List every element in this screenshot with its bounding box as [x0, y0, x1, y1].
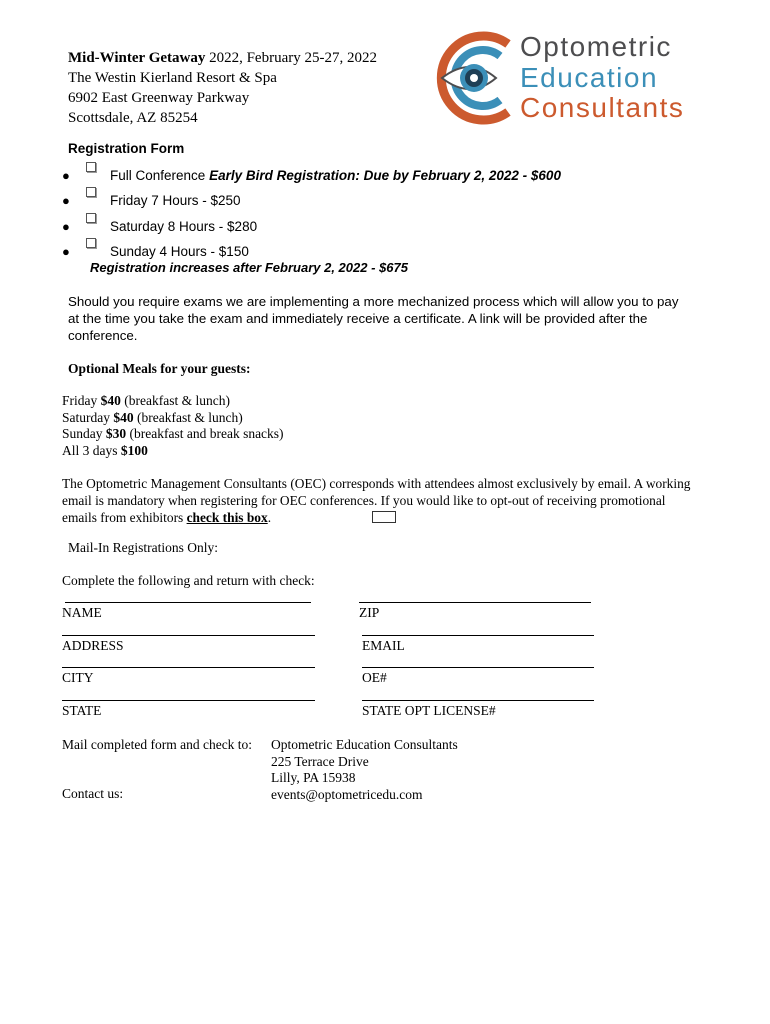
- registration-title: Registration Form: [68, 141, 185, 156]
- friday-checkbox[interactable]: [86, 187, 96, 197]
- opt-out-checkbox[interactable]: [372, 511, 396, 523]
- sunday-label: Sunday 4 Hours - $150: [110, 244, 249, 259]
- meal-price: $40: [113, 409, 134, 425]
- email-field[interactable]: [362, 635, 594, 636]
- oec-logo: [430, 30, 730, 125]
- meal-price: $30: [105, 426, 127, 441]
- meal-item: [62, 426, 284, 443]
- meal-day: Friday: [62, 393, 101, 408]
- meal-item: [62, 443, 284, 460]
- bullet: ●: [62, 244, 70, 259]
- saturday-label: Saturday 8 Hours - $280: [110, 219, 258, 234]
- city-label: CITY: [62, 670, 94, 685]
- zip-field[interactable]: [359, 602, 591, 603]
- friday-label: Friday 7 Hours - $250: [110, 193, 241, 208]
- eye-c-logo-icon: [430, 30, 520, 125]
- email-notice-text: The Optometric Management Consultants (OEC) corresponds with attendees almost exclusively by email. A working email is mandatory when registering for OEC conferences. If you would like to opt-out of receiving promotional emails from exhibitors: [62, 476, 691, 525]
- name-field[interactable]: [65, 602, 311, 603]
- meal-item: [62, 410, 284, 427]
- opt-out-link[interactable]: check this box: [186, 510, 268, 525]
- meals-title: Optional Meals for your guests:: [68, 361, 251, 376]
- sunday-checkbox[interactable]: [86, 238, 96, 248]
- logo-line-3: Consultants: [520, 92, 685, 123]
- name-label: NAME: [62, 605, 102, 620]
- address-field[interactable]: [62, 635, 315, 636]
- contact-label: Contact us:: [62, 786, 124, 801]
- meal-desc: (breakfast & lunch): [133, 409, 243, 425]
- event-dates: 2022, February 25-27, 2022: [205, 50, 377, 66]
- bullet: ●: [62, 168, 70, 183]
- logo-line-2: Education: [520, 62, 659, 93]
- meal-day: Sunday: [62, 426, 106, 441]
- meal-day: All 3 days: [62, 442, 121, 458]
- mail-org: Optometric Education Consultants: [271, 737, 458, 752]
- meal-day: Saturday: [62, 409, 114, 425]
- meal-price: $40: [100, 393, 121, 408]
- state-license-label: STATE OPT LICENSE#: [362, 703, 496, 718]
- state-label: STATE: [62, 703, 102, 718]
- address-label: ADDRESS: [62, 638, 124, 653]
- bullet: ●: [62, 193, 70, 208]
- email-notice-tail: .: [267, 510, 272, 525]
- mail-city: Lilly, PA 15938: [271, 770, 356, 785]
- oe-label: OE#: [362, 670, 387, 685]
- full-conference-label: Full Conference: [110, 168, 210, 183]
- city-field[interactable]: [62, 667, 315, 668]
- venue-street: 6902 East Greenway Parkway: [68, 90, 250, 106]
- meal-desc: (breakfast & lunch): [120, 393, 230, 408]
- state-field[interactable]: [62, 700, 315, 701]
- meals-list: [62, 393, 284, 459]
- option-label: [110, 168, 561, 183]
- meal-desc: (breakfast and break snacks): [126, 426, 284, 441]
- exams-paragraph: Should you require exams we are implementing a more mechanized process which will allow you to pay at the time you take the exam and immediately receive a certificate. A link will be provided after the conference.: [68, 294, 679, 343]
- saturday-checkbox[interactable]: [86, 213, 96, 223]
- venue-name: The Westin Kierland Resort & Spa: [68, 70, 277, 86]
- mail-street: 225 Terrace Drive: [271, 753, 369, 769]
- venue-city: Scottsdale, AZ 85254: [68, 110, 198, 126]
- meal-price: $100: [120, 442, 148, 458]
- event-header: [68, 48, 377, 128]
- mailin-title: Mail-In Registrations Only:: [68, 540, 218, 555]
- contact-email[interactable]: events@optometricedu.com: [271, 786, 423, 802]
- mail-to-label: Mail completed form and check to:: [62, 737, 253, 752]
- event-name: Mid-Winter Getaway: [68, 50, 206, 66]
- bullet: ●: [62, 219, 70, 234]
- logo-line-1: Optometric: [520, 31, 672, 62]
- event-title-line: [68, 48, 377, 68]
- mail-address: [271, 737, 458, 803]
- zip-label: ZIP: [359, 605, 380, 620]
- complete-instruction: Complete the following and return with check:: [62, 573, 315, 588]
- full-conference-checkbox[interactable]: [86, 162, 96, 172]
- meal-item: [62, 393, 284, 410]
- oe-field[interactable]: [362, 667, 594, 668]
- state-license-field[interactable]: [362, 700, 594, 701]
- price-increase-note: Registration increases after February 2, 2022 - $675: [90, 260, 408, 275]
- email-label: EMAIL: [362, 638, 405, 653]
- early-bird-note: Early Bird Registration: Due by February 2, 2022 - $600: [209, 168, 561, 183]
